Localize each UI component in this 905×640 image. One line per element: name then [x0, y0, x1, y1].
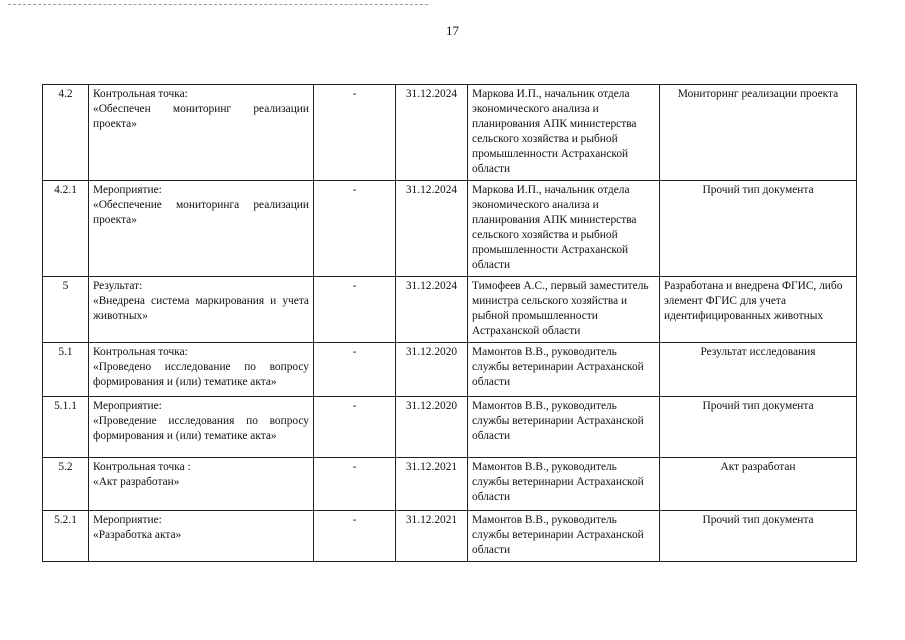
responsible-person: Тимофеев А.С., первый заместитель министра сельского хозяйства и рыбной промышленности Астраханской области — [468, 277, 660, 343]
item-title: «Проведение исследования по вопросу формирования и (или) тематике акта» — [93, 415, 309, 442]
item-title: «Обеспечение мониторинга реализации проекта» — [93, 199, 309, 226]
start-date: - — [314, 277, 396, 343]
table-row — [43, 511, 857, 562]
result-document: Мониторинг реализации проекта — [660, 85, 857, 181]
end-date: 31.12.2021 — [396, 458, 468, 511]
item-type: Мероприятие: — [93, 184, 162, 196]
item-name-cell — [89, 181, 314, 277]
responsible-person: Маркова И.П., начальник отдела экономического анализа и планирования АПК министерства сельского хозяйства и рыбной промышленности Астраханской области — [468, 181, 660, 277]
end-date: 31.12.2020 — [396, 397, 468, 458]
item-type: Результат: — [93, 280, 143, 292]
row-number: 5.2.1 — [43, 511, 89, 562]
item-type: Контрольная точка: — [93, 346, 188, 358]
item-title: «Разработка акта» — [93, 529, 182, 541]
result-document: Результат исследования — [660, 343, 857, 397]
item-title: «Обеспечен мониторинг реализации проекта» — [93, 103, 309, 130]
start-date: - — [314, 85, 396, 181]
top-scan-rule — [8, 4, 428, 5]
item-type: Контрольная точка: — [93, 88, 188, 100]
page-number: 17 — [446, 23, 459, 38]
result-document: Прочий тип документа — [660, 397, 857, 458]
row-number: 5.1.1 — [43, 397, 89, 458]
result-document: Прочий тип документа — [660, 181, 857, 277]
start-date: - — [314, 343, 396, 397]
item-title: «Внедрена система маркирования и учета животных» — [93, 295, 309, 322]
result-document: Акт разработан — [660, 458, 857, 511]
row-number: 5 — [43, 277, 89, 343]
table-row — [43, 277, 857, 343]
item-name-cell — [89, 458, 314, 511]
responsible-person: Мамонтов В.В., руководитель службы ветеринарии Астраханской области — [468, 511, 660, 562]
end-date: 31.12.2020 — [396, 343, 468, 397]
table-row — [43, 85, 857, 181]
table-row — [43, 397, 857, 458]
start-date: - — [314, 181, 396, 277]
result-document: Прочий тип документа — [660, 511, 857, 562]
item-title: «Проведено исследование по вопросу формирования и (или) тематике акта» — [93, 361, 309, 388]
table-row — [43, 458, 857, 511]
responsible-person: Мамонтов В.В., руководитель службы ветеринарии Астраханской области — [468, 458, 660, 511]
item-name-cell — [89, 511, 314, 562]
responsible-person: Маркова И.П., начальник отдела экономического анализа и планирования АПК министерства сельского хозяйства и рыбной промышленности Астраханской области — [468, 85, 660, 181]
item-name-cell — [89, 343, 314, 397]
end-date: 31.12.2024 — [396, 181, 468, 277]
item-name-cell — [89, 85, 314, 181]
start-date: - — [314, 458, 396, 511]
row-number: 4.2.1 — [43, 181, 89, 277]
row-number: 5.1 — [43, 343, 89, 397]
item-title: «Акт разработан» — [93, 476, 180, 488]
item-name-cell — [89, 277, 314, 343]
end-date: 31.12.2021 — [396, 511, 468, 562]
start-date: - — [314, 397, 396, 458]
row-number: 5.2 — [43, 458, 89, 511]
start-date: - — [314, 511, 396, 562]
responsible-person: Мамонтов В.В., руководитель службы ветеринарии Астраханской области — [468, 343, 660, 397]
item-name-cell — [89, 397, 314, 458]
row-number: 4.2 — [43, 85, 89, 181]
table-row — [43, 181, 857, 277]
item-type: Мероприятие: — [93, 514, 162, 526]
responsible-person: Мамонтов В.В., руководитель службы ветеринарии Астраханской области — [468, 397, 660, 458]
end-date: 31.12.2024 — [396, 85, 468, 181]
item-type: Мероприятие: — [93, 400, 162, 412]
result-document: Разработана и внедрена ФГИС, либо элемент ФГИС для учета идентифицированных животных — [660, 277, 857, 343]
project-plan-table — [42, 84, 857, 562]
item-type: Контрольная точка : — [93, 461, 191, 473]
end-date: 31.12.2024 — [396, 277, 468, 343]
table-row — [43, 343, 857, 397]
